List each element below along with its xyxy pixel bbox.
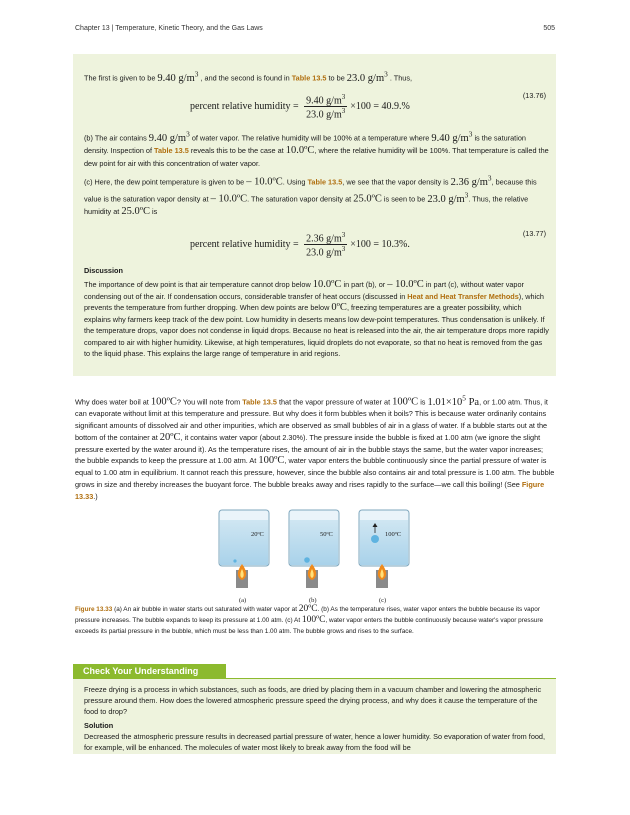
equation-number: (13.76) (522, 91, 546, 100)
table-link[interactable]: Table 13.5 (154, 146, 189, 155)
body-paragraph: Why does water boil at 100ºC? You will note from Table 13.5 that the vapor pressure of water at 100ºC is $1.01\times 10^5$ Pa, or 1.00 atm. Thus, it can evaporate without limit at this temperature and pressure. But why does it form bubbles when it boils? This is because water ordinarily contains significant amounts of dissolved air and other impurities, which are observed as small bubbles of air in a glass of water. If a bubble starts out at the bottom of the container at 20ºC, it contains water vapor (about 2.30%). The pressure inside the bubble is fixed at 1.00 atm (we ignore the slight pressure exerted by the water around it). As the temperature rises, the amount of air in the bubble stays the same, but the water vapor increases; the bubble expands to keep the pressure at 1.00 atm. At 100ºC, water vapor enters the bubble continuously since the partial pressure of water is equal to 1.00 atm in equilibrium. It cannot reach this pressure, however, since the bubble also contains air and total pressure is 1.00 atm. The bubble grows in size and thereby increases the buoyant force. The bubble breaks away and rises rapidly to the surface—we call this boiling! (See Figure 13.33.) (75, 393, 555, 501)
example-paragraph-1: The first is given to be 9.40 $g/m^3$ , and the second is found in Table 13.5 to be 23.0 $g/m^3$ . Thus, (84, 69, 413, 84)
chapter-title: Chapter 13 | Temperature, Kinetic Theory, and the Gas Laws (75, 25, 263, 32)
beaker-b-label: (b) (309, 597, 317, 604)
beaker-figure (215, 506, 430, 608)
solution-text: Decreased the atmospheric pressure results in decreased partial pressure of water, hence a lower humidity. So evaporation of water from food, for example, will be enhanced. The molecules of water most likely to break away from the food will be (84, 732, 546, 752)
running-header (75, 25, 555, 32)
discussion-title: Discussion (84, 266, 123, 275)
check-question: Freeze drying is a process in which substances, such as foods, are dried by placing them in a vacuum chamber and lowering the atmospheric pressure around them. How does the lowered atmospheric pressure speed the drying process, and why does it cause the temperature of the food to drop? (84, 685, 542, 716)
bubble (304, 557, 310, 563)
beaker-b (289, 510, 339, 604)
discussion-text: The importance of dew point is that air temperature cannot drop below 10.0ºC in part (b), or – 10.0ºC in part (c), without water vapor condensing out of the air. If condensation occurs, considerable transfer of heat occurs (discussed in Heat and Heat Transfer Methods), which prevents the temperature from further dropping. When dew points are below 0ºC, freezing temperatures are a greater possibility, which explains why farmers keep track of the dew point. Low humidity in deserts means low dew-point temperatures. Thus condensation is unlikely. If the temperature drops, vapor does not condense in liquid drops. Because no heat is released into the air, the air temperature drops more rapidly compared to air with higher humidity. Likewise, at high temperatures, liquid droplets do not evaporate, so that no heat is removed from the gas to the liquid phase. This explains the large range of temperature in arid regions. (84, 279, 549, 358)
beaker-c (359, 510, 409, 604)
bubble (233, 559, 236, 562)
example-paragraph-2: (b) The air contains 9.40 $g/m^3$ of water vapor. The relative humidity will be 100% at a temperature where 9.40 $g/m^3$ is the saturation density. Inspection of Table 13.5 reveals this to be the case at 10.0ºC, where the relative humidity will be 100%. That temperature is called the dew point for air with this concentration of water vapor. (84, 129, 549, 168)
beaker-a-label: (a) (239, 597, 247, 604)
page-number: 505 (543, 25, 555, 32)
fraction: $\frac{2.36 g/m^3}{23.0 g/m^3}$ (306, 231, 346, 259)
table-link[interactable]: Table 13.5 (307, 177, 343, 187)
math-density: 9.40 $g/m^3$ (157, 69, 199, 84)
beaker-a-temp: 20ºC (251, 531, 264, 538)
figure-caption: Figure 13.33 (a) An air bubble in water starts out saturated with water vapor at 20ºC. (b) As the temperature rises, water vapor enters the bubble because its vapor pressure increases. The bubble expands to keep its pressure at 1.00 atm. (c) At 100ºC, water vapor enters the bubble continuously because water's vapor pressure exceeds its partial pressure in the bubble, which must be less than 1.00 atm. The bubble grows and rises to the surface. (75, 604, 543, 635)
table-link[interactable]: Table 13.5 (242, 397, 277, 407)
figure-label: Figure 13.33 (75, 606, 113, 613)
beaker-a (219, 510, 269, 604)
figure-link[interactable]: Figure 13.33 (75, 480, 545, 501)
table-link[interactable]: Table 13.5 (291, 73, 327, 83)
solution-title: Solution (84, 721, 114, 730)
chapter-link[interactable]: Heat and Heat Transfer Methods (407, 291, 519, 301)
fraction: $\frac{9.40 g/m^3}{23.0 g/m^3}$ (306, 93, 346, 121)
example-paragraph-3: (c) Here, the dew point temperature is given to be – 10.0ºC. Using Table 13.5, we see that the vapor density is 2.36 $g/m^3$, because this value is the saturation vapor density at – 10.0ºC. The saturation vapor density at 25.0ºC is seen to be 23.0 $g/m^3$. Thus, the relative humidity at 25.0ºC is (84, 173, 537, 217)
math-density: 23.0 $g/m^3$ (346, 69, 388, 84)
beaker-c-temp: 100ºC (385, 531, 402, 538)
check-understanding-header (73, 664, 556, 679)
beaker-b-temp: 50ºC (320, 531, 333, 538)
equation-13-77: percent relative humidity = $\frac{2.36 g/m^3}{23.0 g/m^3}$ ×100 = 10.3%. (190, 231, 410, 259)
beaker-c-label: (c) (379, 597, 387, 604)
bubble (371, 535, 379, 543)
equation-number: (13.77) (522, 229, 546, 238)
check-understanding-title: Check Your Understanding (73, 664, 226, 678)
equation-13-76: percent relative humidity = $\frac{9.40 g/m^3}{23.0 g/m^3}$ ×100 = 40.9.% (190, 93, 410, 121)
